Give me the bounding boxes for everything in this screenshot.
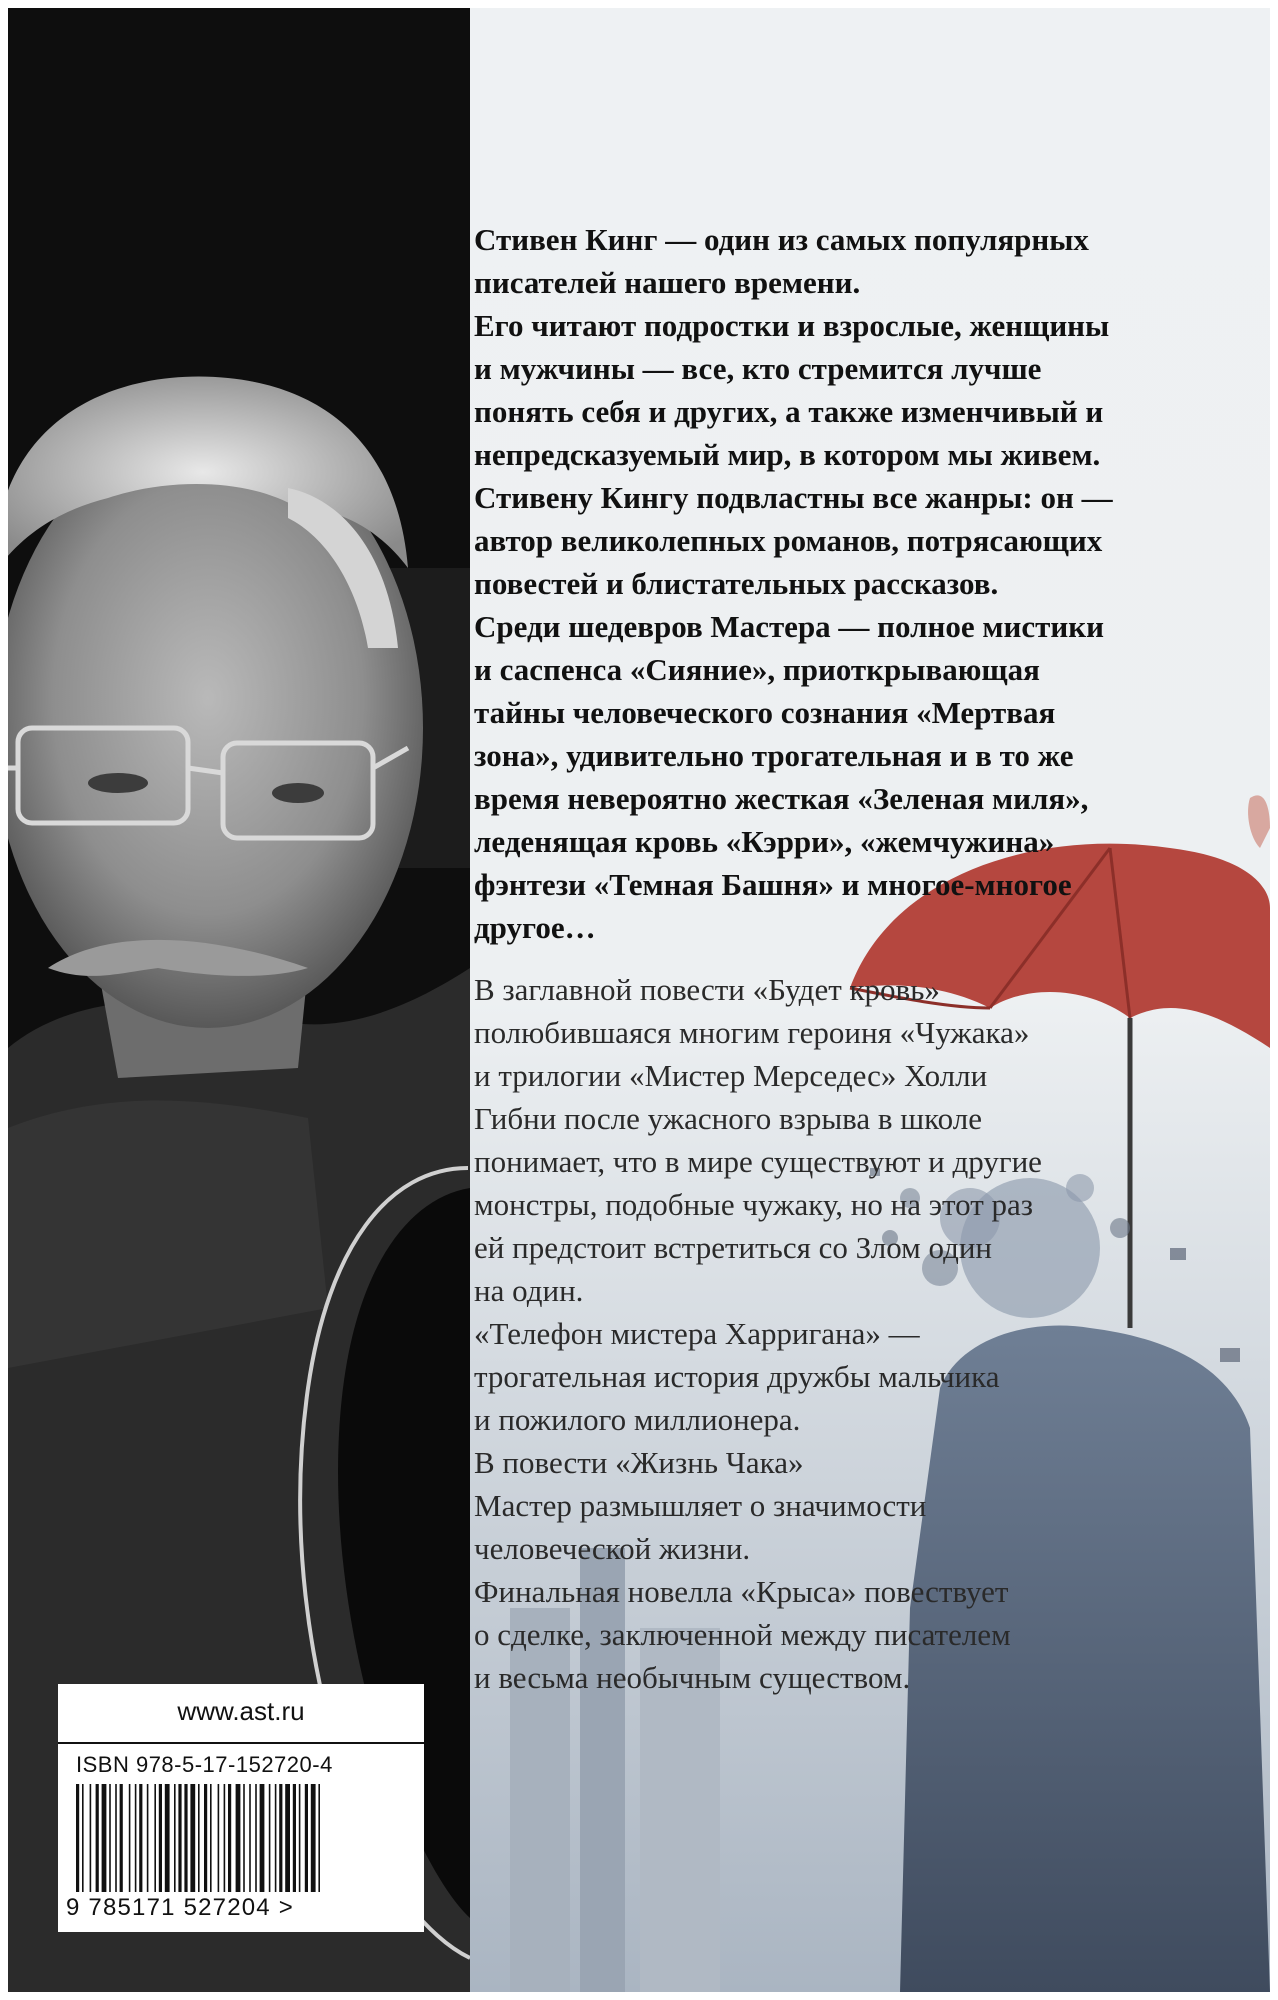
contents-line: полюбившаяся многим героиня «Чужака» [474,1015,1030,1050]
contents-line: и весьма необычным существом. [474,1660,911,1695]
description-line: зона», удивительно трогательная и в то же [474,738,1074,773]
description-line: время невероятно жесткая «Зеленая миля», [474,781,1089,816]
description-line: непредсказуемый мир, в котором мы живем. [474,437,1101,472]
description-line: Среди шедевров Мастера — полное мистики [474,609,1104,644]
publisher-url: www.ast.ru [177,1696,305,1726]
description-line: Стивен Кинг — один из самых популярных [474,222,1089,257]
barcode-icon [76,1784,376,1892]
author-description [474,218,1174,949]
description-line: тайны человеческого сознания «Мертвая [474,695,1056,730]
contents-line: ей предстоит встретиться со Злом один [474,1230,993,1265]
contents-line: и трилогии «Мистер Мерседес» Холли [474,1058,988,1093]
contents-line: В повести «Жизнь Чака» [474,1445,804,1480]
contents-line: монстры, подобные чужаку, но на этот раз [474,1187,1034,1222]
description-line: повестей и блистательных рассказов. [474,566,999,601]
description-line: и саспенса «Сияние», приоткрывающая [474,652,1040,687]
book-back-cover [8,8,1270,1992]
description-line: Стивену Кингу подвластны все жанры: он — [474,480,1113,515]
isbn-text: ISBN 978-5-17-152720-4 [76,1752,333,1777]
description-line: другое… [474,910,596,945]
contents-line: Гибни после ужасного взрыва в школе [474,1101,982,1136]
description-line: и мужчины — все, кто стремится лучше [474,351,1042,386]
divider [58,1742,424,1744]
book-contents-description [474,968,1174,1699]
description-line: леденящая кровь «Кэрри», «жемчужина» [474,824,1055,859]
description-line: Его читают подростки и взрослые, женщины [474,308,1110,343]
barcode-digits: 9 785171 527204 > [66,1894,294,1921]
contents-line: Финальная новелла «Крыса» повествует [474,1574,1009,1609]
contents-line: трогательная история дружбы мальчика [474,1359,1000,1394]
description-line: фэнтези «Темная Башня» и многое-многое [474,867,1072,902]
contents-line: Мастер размышляет о значимости [474,1488,927,1523]
barcode-box [58,1684,424,1932]
description-line: понять себя и других, а также изменчивый и [474,394,1104,429]
description-line: автор великолепных романов, потрясающих [474,523,1103,558]
contents-line: В заглавной повести «Будет кровь» [474,972,940,1007]
contents-line: и пожилого миллионера. [474,1402,801,1437]
contents-line: понимает, что в мире существуют и другие [474,1144,1042,1179]
contents-line: человеческой жизни. [474,1531,751,1566]
contents-line: на один. [474,1273,584,1308]
contents-line: «Телефон мистера Харригана» — [474,1316,920,1351]
contents-line: о сделке, заключенной между писателем [474,1617,1011,1652]
description-line: писателей нашего времени. [474,265,861,300]
